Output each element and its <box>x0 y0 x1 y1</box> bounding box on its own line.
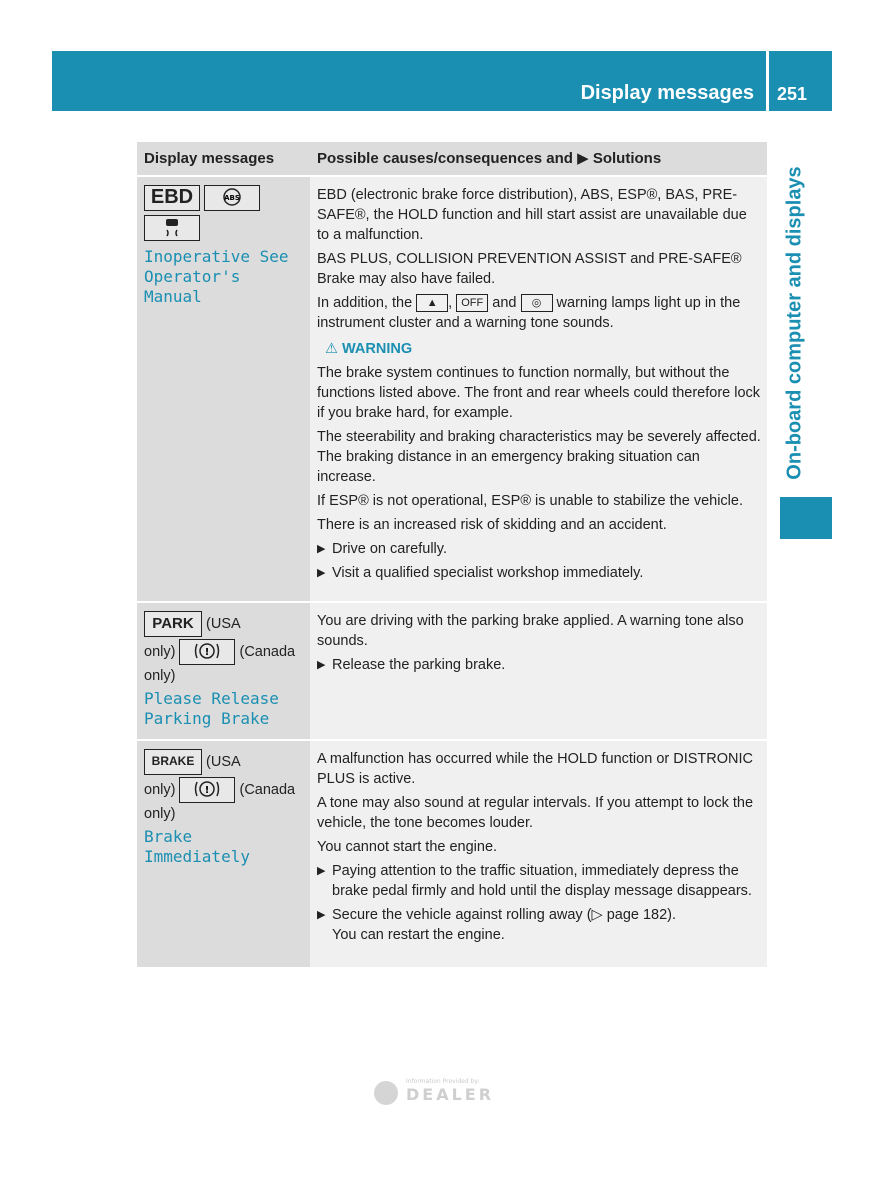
paragraph: You are driving with the parking brake applied. A warning tone also sounds. <box>317 613 744 649</box>
display-message-cell: BRAKE (USA only) ! (Canada only) Brake Immediately <box>137 741 310 967</box>
side-tab-marker <box>780 497 832 539</box>
parking-brake-icon <box>179 639 235 665</box>
abs-icon <box>204 185 260 211</box>
bullet-arrow-icon: ▶ <box>317 909 326 921</box>
paragraph: BAS PLUS, COLLISION PREVENTION ASSIST and PRE-SAFE® Brake may also have failed. <box>317 251 742 287</box>
col2-header: Possible causes/consequences and ▶ Solutions <box>317 150 662 167</box>
ebd-icon: EBD <box>144 185 200 211</box>
table-row <box>137 601 767 739</box>
warning-paragraph: The steerability and braking characteristics may be severely affected. The braking distance in an emergency braking situation can increase. <box>317 429 761 485</box>
header-bar <box>52 51 766 111</box>
display-message: Brake Immediately <box>144 827 250 866</box>
dealer-logo <box>372 1073 502 1111</box>
solutions-cell <box>310 603 767 739</box>
display-message: Inoperative See Operator's Manual <box>144 247 289 306</box>
svg-text:ABS: ABS <box>224 194 241 202</box>
page-title: Display messages <box>580 82 754 104</box>
display-message: Please Release Parking Brake <box>144 689 279 728</box>
lamps-paragraph: In addition, the ▲ , OFF and ◎ warning lamps light up in the instrument cluster and a warning tone sounds. <box>317 295 741 331</box>
bullet-arrow-icon: ▶ <box>317 659 326 671</box>
messages-table <box>137 142 767 967</box>
list-item: ▶ Drive on carefully. <box>317 541 447 557</box>
bullet-arrow-icon: ▶ <box>317 543 326 555</box>
paragraph: A malfunction has occurred while the HOLD function or DISTRONIC PLUS is active. <box>317 751 753 787</box>
abs-icon: ◎ <box>521 294 553 312</box>
display-message-cell <box>137 177 310 601</box>
paragraph: A tone may also sound at regular intervals. If you attempt to lock the vehicle, the tone becomes louder. <box>317 795 754 831</box>
warning-paragraph: There is an increased risk of skidding and an accident. <box>317 517 667 533</box>
warning-paragraph: The brake system continues to function normally, but without the functions listed above. The front and rear wheels could therefore lock if you brake hard, for example. <box>317 365 761 421</box>
list-item: ▶ Visit a qualified specialist workshop immediately. <box>317 565 644 581</box>
park-icon: PARK <box>144 611 202 637</box>
display-message-cell: PARK (USA only) ! (Canada only) Please Release Parking Brake <box>137 603 310 739</box>
side-tab-label: On-board computer and displays <box>783 165 806 480</box>
paragraph: You cannot start the engine. <box>317 839 498 855</box>
table-row <box>137 175 767 601</box>
solutions-cell <box>310 741 767 967</box>
esp-skid-icon: ▲ <box>416 294 448 312</box>
svg-text:!: ! <box>205 785 210 796</box>
esp-off-icon: OFF <box>456 294 488 312</box>
solutions-cell <box>310 177 767 601</box>
paragraph: EBD (electronic brake force distribution), ABS, ESP®, BAS, PRE-SAFE®, the HOLD function and hill start assist are unavailable due to a malfunction. <box>317 187 747 243</box>
svg-text:!: ! <box>205 647 210 658</box>
list-item: ▶ Secure the vehicle against rolling away (▷ page 182). You can restart the engine. <box>317 907 677 943</box>
table-row <box>137 739 767 967</box>
brake-icon: BRAKE <box>144 749 202 775</box>
page-number: 251 <box>777 84 808 104</box>
warning-triangle-icon: ⚠ <box>325 341 338 357</box>
esp-skid-icon <box>144 215 200 241</box>
list-item: ▶ Release the parking brake. <box>317 657 506 673</box>
bullet-arrow-icon: ▶ <box>317 567 326 579</box>
list-item: ▶ Paying attention to the traffic situation, immediately depress the brake pedal firmly and hold until the display message disappears. <box>317 863 752 899</box>
bullet-arrow-icon: ▶ <box>317 865 326 877</box>
page-number-box <box>769 51 832 111</box>
svg-text:DEALER: DEALER <box>406 1085 495 1104</box>
col1-header: Display messages <box>144 150 275 167</box>
parking-brake-icon <box>179 777 235 803</box>
warning-heading: ⚠ WARNING <box>325 341 413 357</box>
table-header <box>137 142 767 175</box>
side-tab <box>780 155 810 490</box>
svg-text:Information Provided by:: Information Provided by: <box>406 1078 480 1085</box>
warning-paragraph: If ESP® is not operational, ESP® is unable to stabilize the vehicle. <box>317 493 743 509</box>
play-arrow-icon: ▶ <box>577 150 589 167</box>
